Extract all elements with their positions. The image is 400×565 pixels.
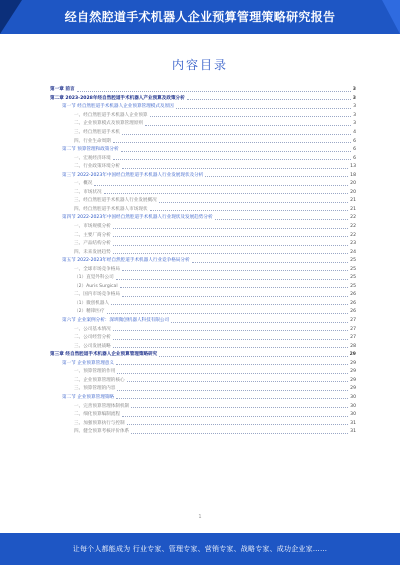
toc-entry-page: 27 xyxy=(350,335,356,341)
report-header xyxy=(0,0,400,34)
toc-entry[interactable] xyxy=(50,325,356,334)
toc-entry-title: 一、完善预算管理体制机制 xyxy=(74,403,130,409)
toc-leader-dots xyxy=(117,370,348,374)
toc-leader-dots xyxy=(121,148,351,152)
toc-entry-title: 第一节 企业预算管理意义 xyxy=(62,360,114,366)
toc-entry[interactable] xyxy=(50,360,356,369)
toc-leader-dots xyxy=(122,293,348,297)
toc-leader-dots xyxy=(122,131,351,135)
toc-entry[interactable] xyxy=(50,86,356,95)
toc-entry-title: 一、市场规模分析 xyxy=(74,224,111,230)
toc-entry[interactable] xyxy=(50,283,356,292)
toc-leader-dots xyxy=(113,225,348,229)
toc-entry[interactable] xyxy=(50,120,356,129)
toc-entry-page: 20 xyxy=(350,189,356,195)
toc-entry[interactable] xyxy=(50,129,356,138)
toc-leader-dots xyxy=(159,199,348,203)
toc-entry-page: 29 xyxy=(350,360,356,366)
toc-entry-title: （2）Auris Surgical xyxy=(74,283,118,289)
toc-entry-page: 22 xyxy=(350,224,356,230)
toc-leader-dots xyxy=(113,327,348,331)
toc-entry-page: 30 xyxy=(350,412,356,418)
toc-entry-title: 二、行业政策环境分析 xyxy=(74,164,120,170)
toc-entry-title: （1）直觉外科公司 xyxy=(74,275,114,281)
toc-entry-page: 26 xyxy=(350,292,356,298)
toc-entry[interactable] xyxy=(50,171,356,180)
toc-leader-dots xyxy=(94,182,348,186)
toc-entry-title: 三、产品结构分析 xyxy=(74,241,111,247)
toc-entry-page: 6 xyxy=(353,138,356,144)
toc-leader-dots xyxy=(127,421,349,425)
toc-entry-title: 第二节 预算管理和政策分析 xyxy=(62,147,119,153)
toc-entry-page: 25 xyxy=(350,283,356,289)
toc-leader-dots xyxy=(176,105,351,109)
toc-entry-page: 21 xyxy=(350,198,356,204)
toc-entry[interactable] xyxy=(50,214,356,223)
toc-leader-dots xyxy=(113,242,348,246)
toc-entry[interactable] xyxy=(50,265,356,274)
toc-leader-dots xyxy=(113,156,351,160)
toc-entry-title: （1）微创机器人 xyxy=(74,300,110,306)
toc-entry-title: 三、预算管理的内容 xyxy=(74,386,116,392)
toc-entry[interactable] xyxy=(50,103,356,112)
toc-entry-page: 3 xyxy=(353,112,356,118)
footer-slogan: 让每个人都能成为 行业专家、管理专家、营销专家、战略专家、成功企业家…… xyxy=(72,545,328,553)
toc-entry-title: 一、预算管理的作用 xyxy=(74,369,116,375)
toc-entry-title: 第三章 经自然腔道手术机器人企业预算管理策略研究 xyxy=(50,352,158,358)
toc-entry-page: 20 xyxy=(350,181,356,187)
toc-leader-dots xyxy=(150,113,352,117)
toc-entry[interactable] xyxy=(50,231,356,240)
toc-entry-title: 二、主要厂商分析 xyxy=(74,232,111,238)
toc-entry[interactable] xyxy=(50,274,356,283)
toc-leader-dots xyxy=(111,301,348,305)
toc-leader-dots xyxy=(131,430,348,434)
toc-entry[interactable] xyxy=(50,112,356,121)
toc-leader-dots xyxy=(113,233,348,237)
toc-leader-dots xyxy=(192,259,349,263)
toc-entry-page: 26 xyxy=(350,309,356,315)
toc-entry[interactable] xyxy=(50,206,356,215)
toc-entry[interactable] xyxy=(50,402,356,411)
toc-entry[interactable] xyxy=(50,317,356,326)
toc-leader-dots xyxy=(122,267,348,271)
toc-entry[interactable] xyxy=(50,419,356,428)
toc-entry-title: 第三节 2022-2023年中国经自然腔道手术机器人行业发展现状及分析 xyxy=(62,172,204,178)
toc-entry-title: 二、企业预算管理的核心 xyxy=(74,377,125,383)
toc-entry[interactable] xyxy=(50,154,356,163)
toc-leader-dots xyxy=(113,250,348,254)
toc-entry-page: 6 xyxy=(353,155,356,161)
toc-entry-title: 二、国内市场竞争格局 xyxy=(74,292,120,298)
toc-entry-page: 23 xyxy=(350,241,356,247)
toc-leader-dots xyxy=(116,276,348,280)
toc-entry-page: 3 xyxy=(352,95,356,101)
toc-leader-dots xyxy=(145,122,351,126)
toc-entry-page: 30 xyxy=(350,403,356,409)
toc-leader-dots xyxy=(122,165,348,169)
toc-entry[interactable] xyxy=(50,257,356,266)
toc-entry[interactable] xyxy=(50,197,356,206)
toc-entry-title: 四、行业生命周期 xyxy=(74,138,111,144)
toc-entry-title: 三、加强预算执行与控制 xyxy=(74,420,125,426)
toc-entry-page: 4 xyxy=(353,130,356,135)
toc-entry-title: 第四节 2022-2023年中国经自然腔道手术机器人行业现状及发展趋势分析 xyxy=(62,215,213,221)
toc-leader-dots xyxy=(116,395,348,399)
toc-entry-page: 3 xyxy=(353,104,356,110)
toc-leader-dots xyxy=(122,413,348,417)
table-of-contents xyxy=(50,86,356,436)
toc-entry-page: 29 xyxy=(350,386,356,392)
toc-entry[interactable] xyxy=(50,308,356,317)
toc-entry-page: 6 xyxy=(353,147,356,153)
toc-entry[interactable] xyxy=(50,428,356,437)
toc-entry-page: 18 xyxy=(350,172,356,178)
toc-entry-title: 二、市场状况 xyxy=(74,189,102,195)
toc-leader-dots xyxy=(131,404,348,408)
toc-title: 内容目录 xyxy=(171,58,228,72)
toc-entry-page: 27 xyxy=(350,318,356,324)
toc-entry-title: 第一节 经自然腔道手术机器人企业预算管理模式及原因 xyxy=(62,104,174,110)
toc-entry-page: 25 xyxy=(350,275,356,281)
toc-leader-dots xyxy=(113,139,351,143)
toc-leader-dots xyxy=(127,378,349,382)
toc-leader-dots xyxy=(104,190,349,194)
toc-entry-title: 第六节 企业案例分析：深圳微创机器人科技有限公司 xyxy=(62,318,170,324)
toc-entry-title: 三、经自然腔道手术机 xyxy=(74,130,120,135)
toc-entry[interactable] xyxy=(50,411,356,420)
toc-entry[interactable] xyxy=(50,334,356,343)
toc-entry-page: 28 xyxy=(350,343,356,349)
toc-leader-dots xyxy=(117,387,348,391)
toc-entry-title: 第二节 企业预算管理策略 xyxy=(62,394,114,400)
toc-entry-title: 一、经自然腔道手术机器人企业预算 xyxy=(74,112,148,118)
toc-leader-dots xyxy=(187,96,351,100)
toc-entry-title: 第五节 2022-2023年经自然腔道手术机器人行业竞争格局分析 xyxy=(62,258,190,264)
toc-entry[interactable] xyxy=(50,223,356,232)
toc-entry-title: 三、经自然腔道手术机器人行业发展概况 xyxy=(74,198,157,204)
toc-leader-dots xyxy=(215,216,349,220)
toc-entry-title: 一、概况 xyxy=(74,181,93,187)
toc-leader-dots xyxy=(77,88,351,92)
toc-leader-dots xyxy=(205,173,348,177)
toc-entry[interactable] xyxy=(50,394,356,403)
toc-leader-dots xyxy=(116,361,348,365)
toc-entry-title: 三、公司发展战略 xyxy=(74,343,111,349)
toc-entry-page: 3 xyxy=(352,87,356,93)
toc-leader-dots xyxy=(171,319,348,323)
toc-leader-dots xyxy=(107,310,349,314)
toc-entry[interactable] xyxy=(50,95,356,104)
toc-entry[interactable] xyxy=(50,180,356,189)
toc-entry-page: 29 xyxy=(350,369,356,375)
toc-entry[interactable] xyxy=(50,351,356,360)
toc-entry[interactable] xyxy=(50,385,356,394)
toc-entry[interactable] xyxy=(50,248,356,257)
toc-entry[interactable] xyxy=(50,146,356,155)
toc-leader-dots xyxy=(159,353,347,357)
toc-entry-title: 一、公司基本情况 xyxy=(74,326,111,332)
toc-leader-dots xyxy=(150,207,349,211)
toc-entry-title: 二、细化预算编制流程 xyxy=(74,412,120,418)
toc-entry-page: 22 xyxy=(350,215,356,221)
toc-entry-page: 29 xyxy=(349,352,356,358)
toc-entry[interactable] xyxy=(50,368,356,377)
toc-entry-page: 31 xyxy=(350,420,356,426)
toc-entry[interactable] xyxy=(50,240,356,249)
toc-leader-dots xyxy=(120,284,349,288)
toc-entry[interactable] xyxy=(50,377,356,386)
toc-entry-page: 25 xyxy=(350,258,356,264)
toc-entry-title: （2）精锋医疗 xyxy=(74,309,105,315)
toc-entry[interactable] xyxy=(50,137,356,146)
toc-entry-title: 第二章 2023-2028年经自然腔道手术机器人产业预算及政策分析 xyxy=(50,95,185,101)
toc-entry-title: 四、经自然腔道手术机器人市场现状 xyxy=(74,206,148,212)
toc-entry-page: 31 xyxy=(350,429,356,435)
page-number: 1 xyxy=(198,514,202,520)
toc-entry[interactable] xyxy=(50,300,356,309)
toc-entry[interactable] xyxy=(50,291,356,300)
toc-entry-title: 第一章 前言 xyxy=(50,87,75,93)
toc-entry-page: 26 xyxy=(350,300,356,306)
toc-entry-page: 22 xyxy=(350,232,356,238)
toc-entry[interactable] xyxy=(50,342,356,351)
toc-entry-title: 一、全球市场竞争格局 xyxy=(74,266,120,272)
toc-leader-dots xyxy=(113,344,348,348)
toc-entry-title: 四、未来发展趋势 xyxy=(74,249,111,255)
toc-entry-title: 二、企业预算模式及预算管理原则 xyxy=(74,121,143,127)
toc-entry-page: 21 xyxy=(350,206,356,212)
toc-entry-page: 29 xyxy=(350,377,356,383)
toc-entry-title: 四、健全预算考核评价体系 xyxy=(74,429,130,435)
toc-entry-page: 3 xyxy=(353,121,356,127)
toc-entry-page: 30 xyxy=(350,394,356,400)
toc-leader-dots xyxy=(113,336,348,340)
toc-entry-page: 27 xyxy=(350,326,356,332)
toc-entry[interactable] xyxy=(50,189,356,198)
report-title: 经自然腔道手术机器人企业预算管理策略研究报告 xyxy=(64,10,336,24)
toc-entry-title: 二、公司经营分析 xyxy=(74,335,111,341)
toc-entry-page: 25 xyxy=(350,266,356,272)
toc-entry-page: 24 xyxy=(350,249,356,255)
report-footer xyxy=(0,533,400,565)
toc-entry-title: 一、宏观经济环境 xyxy=(74,155,111,161)
toc-entry[interactable] xyxy=(50,163,356,172)
toc-entry-page: 13 xyxy=(350,164,356,170)
